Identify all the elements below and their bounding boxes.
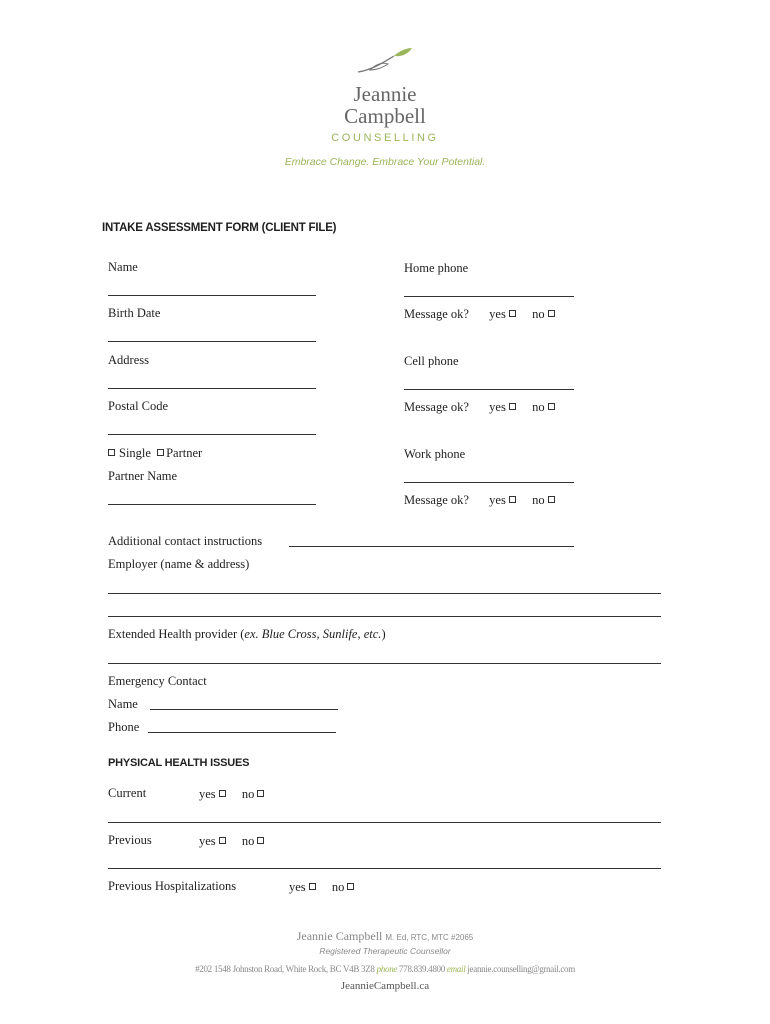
name-field-line[interactable]	[108, 295, 316, 296]
label-yes: yes	[199, 834, 216, 848]
label-work-phone: Work phone	[404, 447, 466, 461]
address-field-line[interactable]	[108, 388, 316, 389]
cell-message-ok-row	[404, 400, 557, 415]
label-additional-contact: Additional contact instructions	[108, 534, 263, 548]
current-field-line[interactable]	[108, 822, 661, 823]
label-home-phone: Home phone	[404, 261, 469, 275]
label-previous: Previous	[108, 833, 152, 847]
single-checkbox[interactable]	[108, 449, 115, 456]
work-no-checkbox[interactable]	[548, 496, 555, 503]
footer-website[interactable]: JeannieCampbell.ca	[340, 980, 430, 992]
label-name: Name	[108, 260, 138, 274]
relationship-options	[108, 446, 202, 461]
partner-checkbox[interactable]	[157, 449, 164, 456]
label-partner-name: Partner Name	[108, 469, 178, 483]
label-message-ok: Message ok?	[404, 307, 469, 321]
physical-health-heading: PHYSICAL HEALTH ISSUES	[108, 757, 250, 769]
emergency-name-field-line[interactable]	[150, 709, 338, 710]
label-postal-code: Postal Code	[108, 399, 169, 413]
previous-no-checkbox[interactable]	[257, 837, 264, 844]
logo	[0, 40, 770, 150]
extended-health-prefix: Extended Health provider (	[108, 627, 245, 641]
home-no-checkbox[interactable]	[548, 310, 555, 317]
footer-phone[interactable]: 778.839.4800	[399, 964, 445, 974]
hospitalizations-yes-checkbox[interactable]	[309, 883, 316, 890]
footer-name: Jeannie Campbell	[296, 929, 383, 943]
cell-phone-field-line[interactable]	[404, 389, 574, 390]
label-no: no	[532, 493, 545, 507]
footer-contact-line	[0, 964, 770, 974]
brand-name-line1: Jeannie	[353, 82, 417, 106]
work-phone-field-line[interactable]	[404, 482, 574, 483]
footer-address: #202 1548 Johnston Road, White Rock, BC V4B 3Z8	[195, 964, 375, 974]
label-previous-hospitalizations: Previous Hospitalizations	[108, 879, 237, 893]
label-no: no	[241, 834, 255, 848]
label-emergency-name: Name	[108, 697, 138, 711]
previous-field-line[interactable]	[108, 868, 661, 869]
footer-phone-label: phone	[376, 964, 398, 974]
hospitalizations-no-checkbox[interactable]	[347, 883, 354, 890]
label-yes: yes	[489, 400, 506, 414]
employer-field-line-2[interactable]	[108, 616, 661, 617]
label-yes: yes	[289, 880, 306, 894]
footer-role: Registered Therapeutic Counsellor	[319, 946, 451, 956]
label-birth-date: Birth Date	[108, 306, 161, 320]
label-cell-phone: Cell phone	[404, 354, 459, 368]
label-no: no	[532, 400, 545, 414]
tagline: Embrace Change. Embrace Your Potential.	[284, 156, 486, 168]
hospitalizations-options	[289, 880, 356, 895]
extended-health-field-line[interactable]	[108, 663, 661, 664]
cell-no-checkbox[interactable]	[548, 403, 555, 410]
cell-yes-checkbox[interactable]	[509, 403, 516, 410]
label-message-ok: Message ok?	[404, 493, 469, 507]
label-emergency-phone: Phone	[108, 720, 140, 734]
label-no: no	[331, 880, 345, 894]
label-message-ok: Message ok?	[404, 400, 469, 414]
label-no: no	[241, 787, 255, 801]
birth-date-field-line[interactable]	[108, 341, 316, 342]
emergency-phone-field-line[interactable]	[148, 732, 336, 733]
label-emergency-contact: Emergency Contact	[108, 674, 207, 688]
footer-email-label: email	[446, 964, 466, 974]
label-extended-health	[108, 627, 386, 642]
additional-contact-field-line[interactable]	[289, 546, 574, 547]
current-yes-checkbox[interactable]	[219, 790, 226, 797]
leaf-logo-icon	[350, 44, 420, 80]
extended-health-suffix: )	[381, 627, 386, 641]
form-title: INTAKE ASSESSMENT FORM (CLIENT FILE)	[102, 222, 337, 234]
footer-name-line	[0, 929, 770, 944]
previous-yes-checkbox[interactable]	[219, 837, 226, 844]
label-yes: yes	[489, 307, 506, 321]
previous-options	[199, 834, 266, 849]
label-yes: yes	[489, 493, 506, 507]
current-options	[199, 787, 266, 802]
current-no-checkbox[interactable]	[257, 790, 264, 797]
brand-division: COUNSELLING	[331, 132, 439, 144]
home-message-ok-row	[404, 307, 557, 322]
brand-name-line2: Campbell	[344, 104, 426, 128]
footer-credentials: M. Ed, RTC, MTC #2065	[385, 933, 474, 942]
home-yes-checkbox[interactable]	[509, 310, 516, 317]
postal-code-field-line[interactable]	[108, 434, 316, 435]
label-no: no	[532, 307, 545, 321]
employer-field-line-1[interactable]	[108, 593, 661, 594]
label-partner: Partner	[166, 446, 203, 460]
label-address: Address	[108, 353, 149, 367]
home-phone-field-line[interactable]	[404, 296, 574, 297]
work-yes-checkbox[interactable]	[509, 496, 516, 503]
extended-health-example: ex. Blue Cross, Sunlife, etc.	[244, 627, 382, 641]
label-single: Single	[119, 446, 151, 460]
work-message-ok-row	[404, 493, 557, 508]
label-current: Current	[108, 786, 147, 800]
partner-name-field-line[interactable]	[108, 504, 316, 505]
label-employer: Employer (name & address)	[108, 557, 250, 571]
footer-email[interactable]: jeannie.counselling@gmail.com	[467, 964, 575, 974]
label-yes: yes	[199, 787, 216, 801]
